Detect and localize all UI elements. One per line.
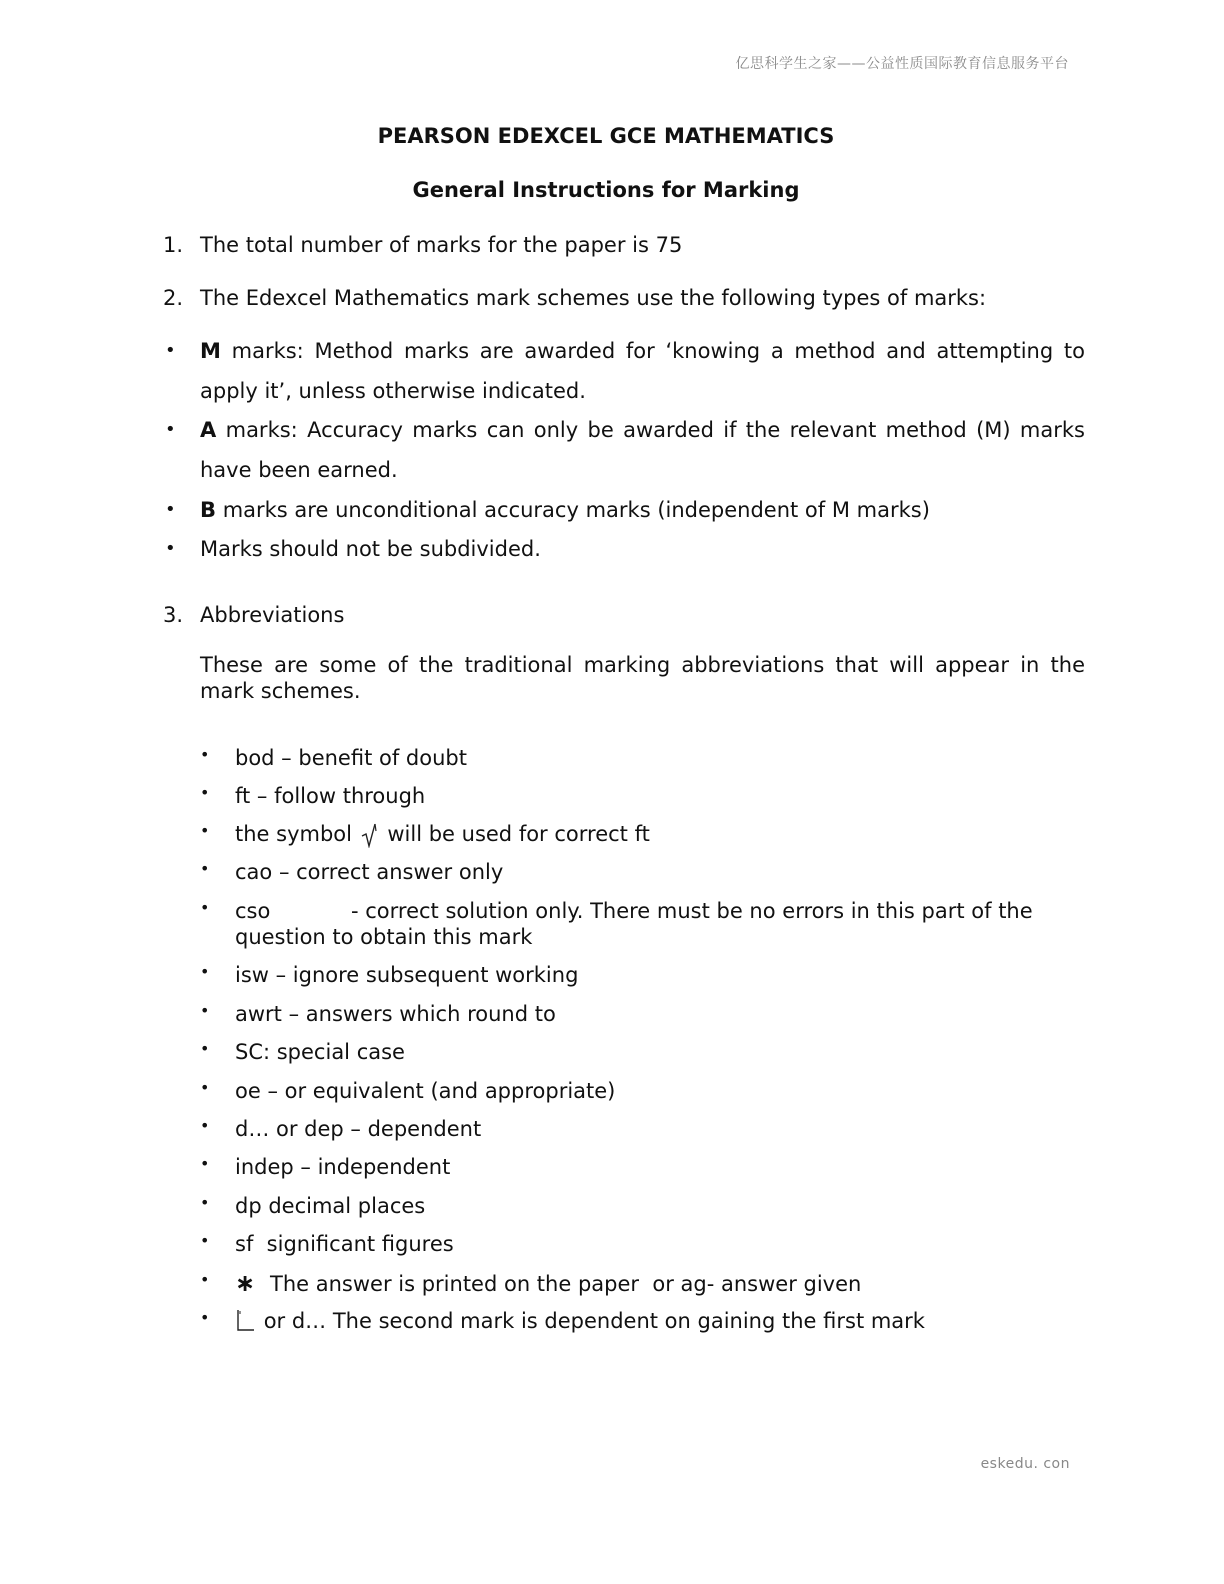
- abbr-text: dp decimal places: [235, 1194, 426, 1218]
- bullet-icon: •: [200, 783, 210, 802]
- abbr-text: bod – benefit of doubt: [235, 746, 467, 770]
- mark-type-description: marks are unconditional accuracy marks (independent of M marks): [216, 498, 930, 522]
- mark-type-text: [200, 490, 1085, 530]
- mark-type-text: [200, 331, 1085, 411]
- abbr-text-pre: the symbol: [235, 822, 352, 846]
- abbr-term: cso: [235, 899, 271, 923]
- bullet-icon: •: [165, 419, 176, 440]
- bullet-icon: •: [200, 898, 210, 917]
- abbr-text: [235, 898, 1080, 950]
- bullet-icon: •: [200, 859, 210, 878]
- footer-watermark-text: eskedu. con: [980, 1456, 1070, 1472]
- instruction-text: The Edexcel Mathematics mark schemes use the following types of marks:: [200, 286, 987, 310]
- bullet-icon: •: [200, 1001, 210, 1020]
- abbr-text: ft – follow through: [235, 784, 426, 808]
- intro-text: These are some of the traditional marking abbreviations that will appear in the mark schemes.: [200, 653, 1085, 703]
- bullet-icon: •: [200, 1116, 210, 1135]
- page-title: PEARSON EDEXCEL GCE MATHEMATICS: [377, 124, 835, 148]
- bullet-icon: •: [200, 1308, 210, 1327]
- header-watermark-text: 亿思科学生之家——公益性质国际教育信息服务平台: [735, 56, 1069, 72]
- bullet-icon: •: [200, 1154, 210, 1173]
- mark-type-letter: M: [200, 339, 221, 363]
- abbr-text: SC: special case: [235, 1040, 405, 1064]
- bullet-icon: •: [165, 499, 176, 520]
- instruction-number: 1.: [163, 233, 184, 257]
- abbr-text: oe – or equivalent (and appropriate): [235, 1079, 616, 1103]
- bullet-icon: •: [200, 1039, 210, 1058]
- abbr-text: [235, 1308, 1080, 1334]
- bullet-icon: •: [200, 821, 210, 840]
- bullet-icon: •: [200, 1193, 210, 1212]
- abbr-definition: or d… The second mark is dependent on gaining the first mark: [263, 1309, 925, 1333]
- mark-type-letter: B: [200, 498, 217, 522]
- page-subtitle: General Instructions for Marking: [412, 178, 800, 202]
- bullet-icon: •: [200, 1231, 210, 1250]
- bullet-icon: •: [200, 745, 210, 764]
- abbr-text: sf significant figures: [235, 1232, 454, 1256]
- abbr-definition: - correct solution only. There must be no errors in this part of the question to obtain this mark: [235, 899, 1033, 949]
- abbr-text: isw – ignore subsequent working: [235, 963, 579, 987]
- mark-type-description: Marks should not be subdivided.: [200, 537, 541, 561]
- dependency-bracket-icon: [235, 1308, 257, 1334]
- mark-type-text: [200, 410, 1085, 490]
- asterisk-icon: ∗: [235, 1269, 256, 1297]
- tick-symbol-icon: [359, 822, 381, 848]
- bullet-icon: •: [165, 538, 176, 559]
- bullet-icon: •: [200, 1270, 210, 1289]
- bullet-icon: •: [200, 1078, 210, 1097]
- instruction-text: The total number of marks for the paper is 75: [200, 233, 683, 257]
- abbr-text: [235, 1270, 1080, 1297]
- instruction-number: 3.: [163, 603, 184, 627]
- abbr-text: d… or dep – dependent: [235, 1117, 482, 1141]
- abbr-text: indep – independent: [235, 1155, 451, 1179]
- instruction-number: 2.: [163, 286, 184, 310]
- abbr-text: awrt – answers which round to: [235, 1002, 556, 1026]
- abbr-text: cao – correct answer only: [235, 860, 504, 884]
- bullet-icon: •: [200, 962, 210, 981]
- mark-type-description: marks: Method marks are awarded for ‘knowing a method and attempting to apply it’, unless otherwise indicated.: [200, 339, 1085, 403]
- mark-type-letter: A: [200, 418, 217, 442]
- mark-type-description: marks: Accuracy marks can only be awarded if the relevant method (M) marks have been earned.: [200, 418, 1085, 482]
- instruction-heading: Abbreviations: [200, 603, 345, 627]
- abbr-definition: The answer is printed on the paper or ag- answer given: [270, 1272, 862, 1296]
- abbr-text: [235, 821, 1080, 848]
- abbr-text-post: will be used for correct ft: [387, 822, 650, 846]
- bullet-icon: •: [165, 340, 176, 361]
